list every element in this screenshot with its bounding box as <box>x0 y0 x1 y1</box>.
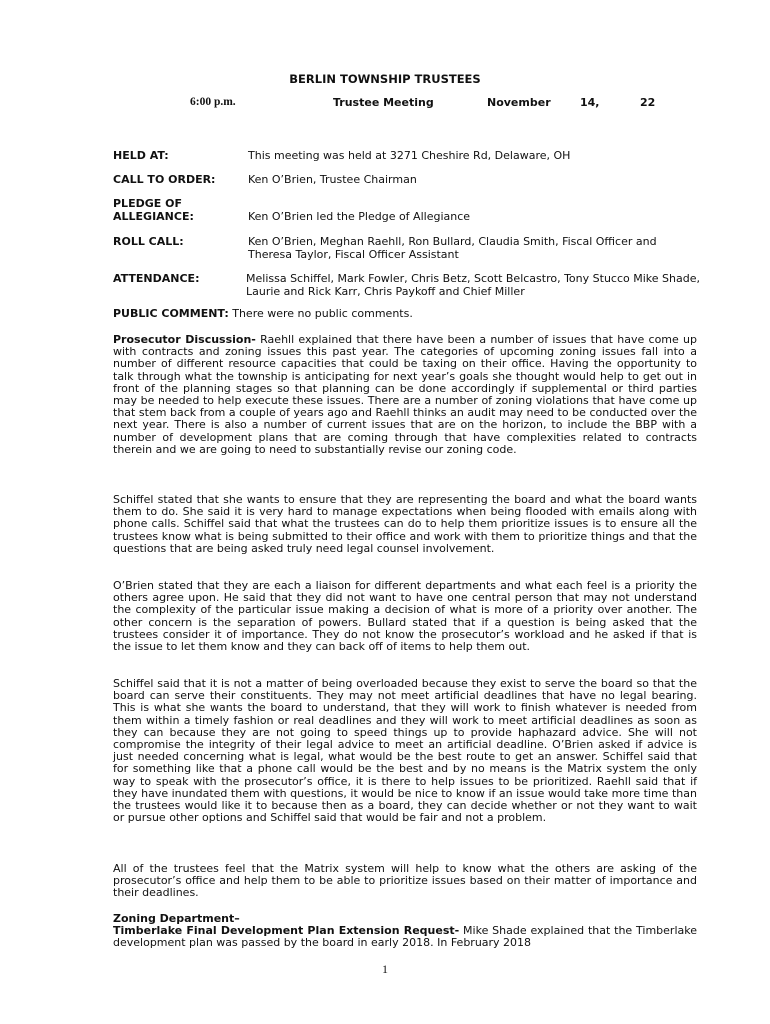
paragraph-matrix: All of the trustees feel that the Matrix system will help to know what the others are asking of the prosecutor’s office and help them to be able to prioritize issues based on their matter of importance and their deadlines. <box>113 862 697 900</box>
pledge-value: Ken O’Brien led the Pledge of Allegiance <box>248 210 471 223</box>
call-to-order-value: Ken O’Brien, Trustee Chairman <box>248 173 417 186</box>
meeting-type: Trustee Meeting <box>333 96 434 109</box>
paragraph-schiffel-1: Schiffel stated that she wants to ensure that they are representing the board and what the board wants them to do. She said it is very hard to manage expectations when being flooded with emails along with phone calls. Schiffel said that what the trustees can do to help them prioritize issues is to ensure all the trustees know what is being submitted to their office and work with them to prioritize things and that the questions that are being asked truly need legal counsel involvement. <box>113 493 697 555</box>
meeting-time: 6:00 p.m. <box>190 96 236 108</box>
attendance-value: Melissa Schiffel, Mark Fowler, Chris Betz, Scott Belcastro, Tony Stucco Mike Shade, Laurie and Rick Karr, Chris Paykoff and Chief Miller <box>246 272 700 298</box>
prosecutor-heading: Prosecutor Discussion- <box>113 333 256 346</box>
public-comment-text: There were no public comments. <box>232 307 413 320</box>
page-number: 1 <box>382 962 388 976</box>
meeting-month: November <box>487 96 551 109</box>
zoning-subheading: Timberlake Final Development Plan Extension Request- <box>113 924 460 938</box>
zoning-heading: Zoning Department– <box>113 912 240 925</box>
document-title: BERLIN TOWNSHIP TRUSTEES <box>289 72 481 86</box>
meeting-day: 14, <box>580 96 600 109</box>
paragraph-obrien: O’Brien stated that they are each a liaison for different departments and what each feel is a priority the others agree upon. He said that they did not want to have one central person that may not understand the complexity of the particular issue making a decision of what is more of a priority over another. The other concern is the separation of powers. Bullard stated that if a question is being asked that the trustees consider it of importance. They do not know the prosecutor’s workload and he asked if that is the issue to let them know and they can back off of items to help them out. <box>113 579 697 654</box>
roll-call-label: ROLL CALL: <box>113 235 184 248</box>
attendance-label: ATTENDANCE: <box>113 272 200 285</box>
zoning-section <box>113 913 697 950</box>
paragraph-schiffel-2: Schiffel said that it is not a matter of being overloaded because they exist to serve the board so that the board can serve their constituents. They may not meet artificial deadlines that have no legal bearing. This is what she wants the board to understand, that they will work to finish whatever is needed from them within a timely fashion or real deadlines and they will work to meet artificial deadlines as soon as they can because they are not going to speed things up to provide haphazard advice. She will not compromise the integrity of their legal advice to meet an artificial deadline. O’Brien asked if advice is just needed concerning what is legal, what would be the best route to get an answer. Schiffel said that for something like that a phone call would be the best and by no means is the Matrix system the only way to speak with the prosecutor’s office, it is there to help issues to be prioritized. Raehll said that if they have inundated them with questions, it would be nice to know if an issue would take more time than the trustees would like it to because then as a board, they can decide whether or not they want to wait or pursue other options and Schiffel said that would be fair and not a problem. <box>113 677 697 825</box>
public-comment-label: PUBLIC COMMENT: <box>113 307 229 320</box>
roll-call-value: Ken O’Brien, Meghan Raehll, Ron Bullard, Claudia Smith, Fiscal Officer and Theresa Taylor, Fiscal Officer Assistant <box>248 235 657 261</box>
prosecutor-text: Raehll explained that there have been a number of issues that have come up with contracts and zoning issues this past year. The categories of upcoming zoning issues fall into a number of different resource capacities that could be taxing on their office. Having the opportunity to talk through what the township is anticipating for next year’s goals she thought would help to get out in front of the planning stages so that planning can be done accordingly if supplemental or third parties may be needed to help execute these issues. There are a number of zoning violations that have come up that stem back from a couple of years ago and Raehll thinks an audit may need to be conducted over the next year. There is also a number of current issues that are on the horizon, to include the BBP with a number of development plans that are coming through that have complexities related to contracts therein and we are going to need to substantially revise our zoning code. <box>113 333 698 456</box>
call-to-order-label: CALL TO ORDER: <box>113 173 216 186</box>
prosecutor-discussion <box>113 334 697 456</box>
pledge-label: PLEDGE OF ALLEGIANCE: <box>113 197 194 223</box>
zoning-text: Mike Shade explained that the Timberlake development plan was passed by the board in early 2018. In February 2018 <box>113 924 697 950</box>
public-comment <box>113 308 697 320</box>
held-at-value: This meeting was held at 3271 Cheshire Rd, Delaware, OH <box>248 149 571 162</box>
held-at-label: HELD AT: <box>113 149 169 162</box>
meeting-year: 22 <box>640 96 656 109</box>
